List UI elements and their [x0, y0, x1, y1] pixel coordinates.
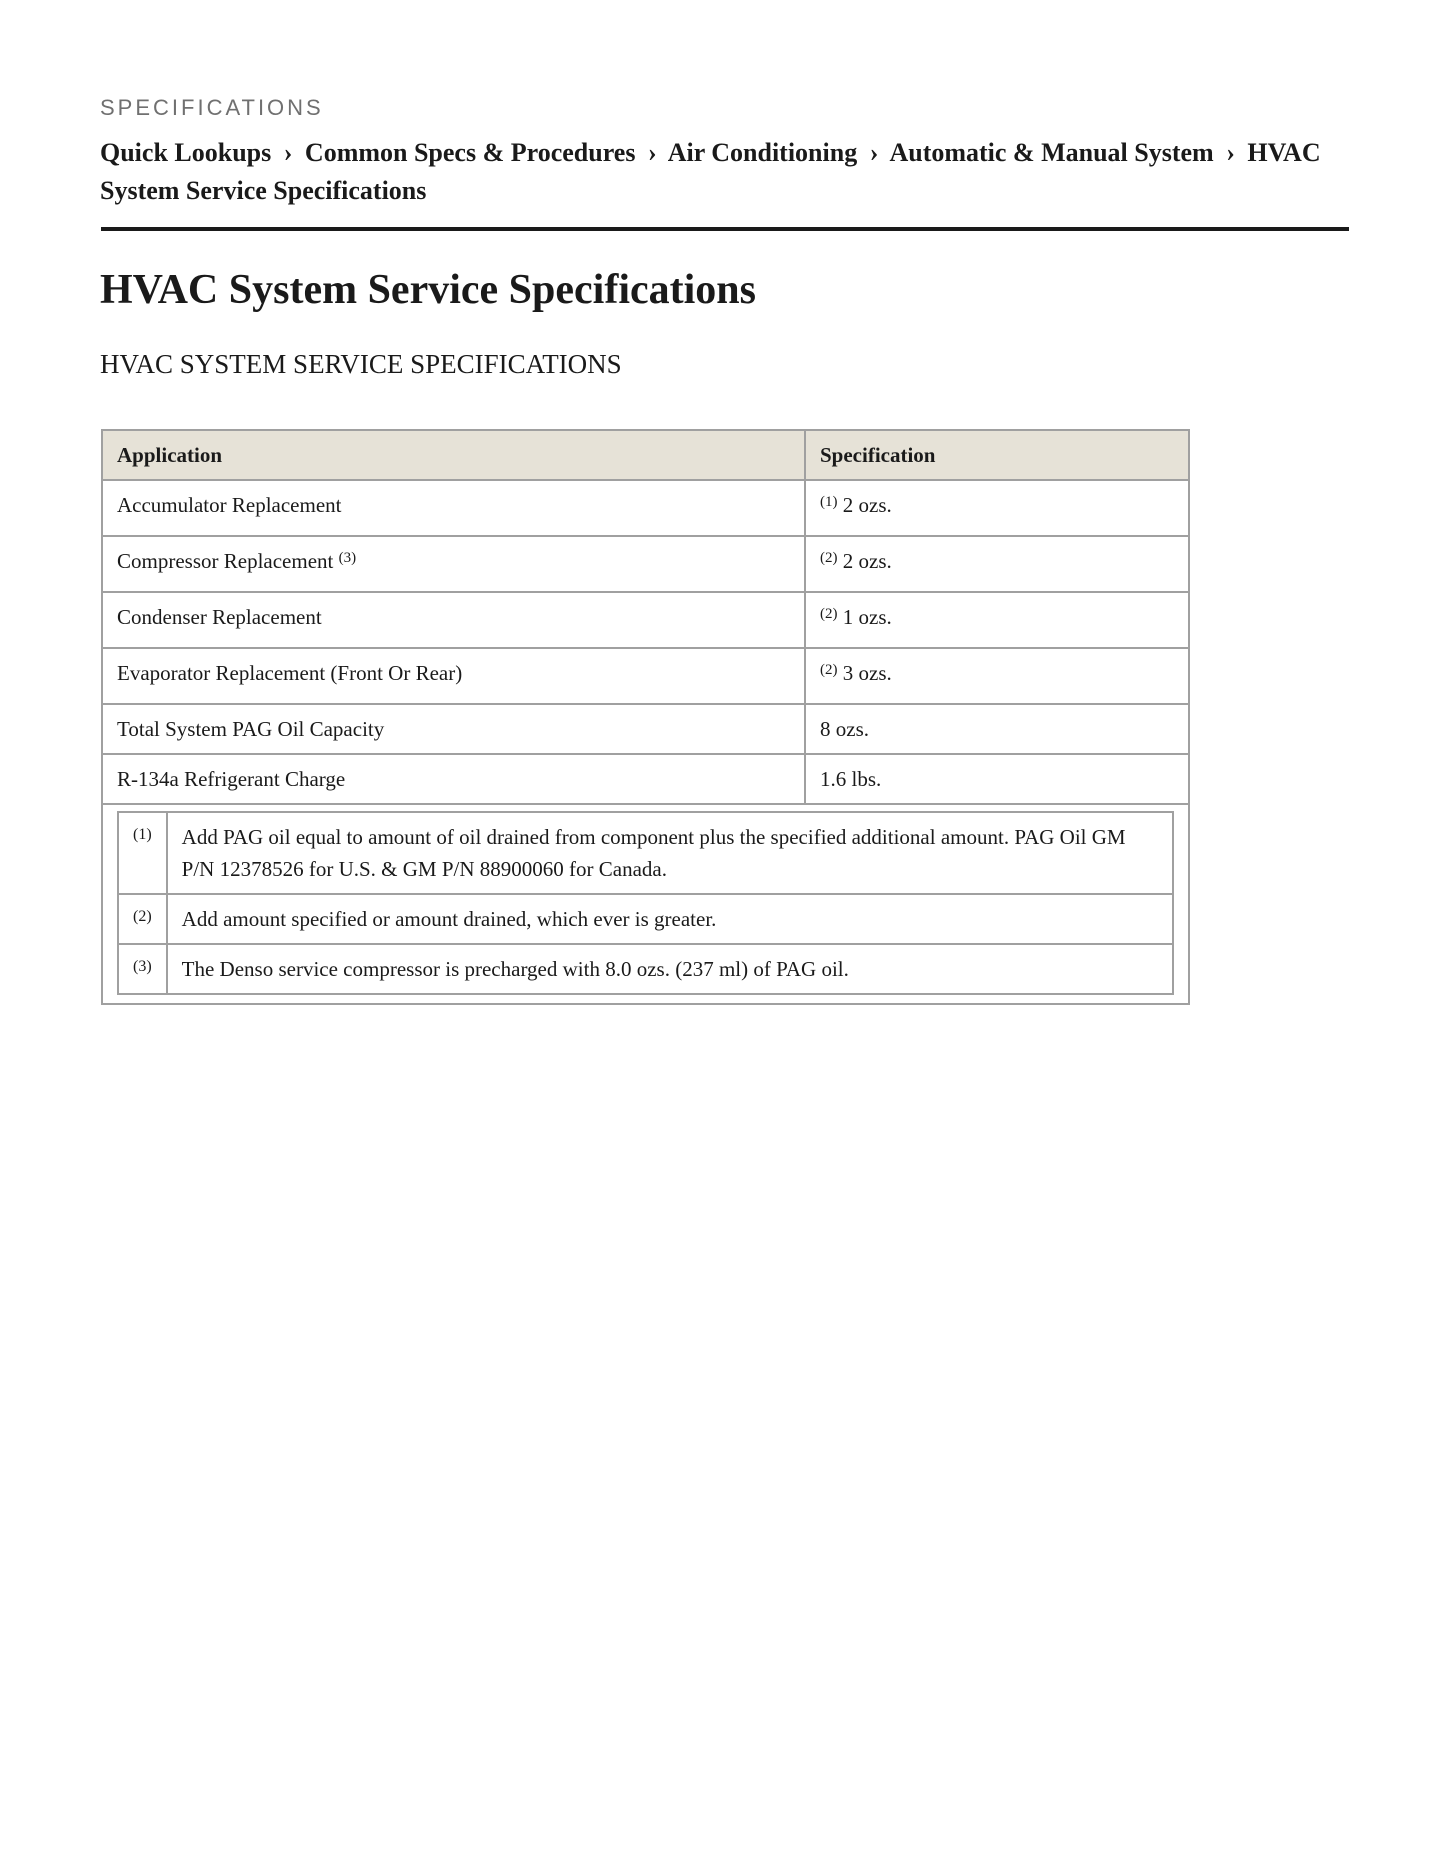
breadcrumb-common-specs[interactable]: Common Specs & Procedures: [304, 138, 636, 167]
specification-value: 8 ozs.: [820, 717, 869, 741]
table-header-row: [102, 430, 1189, 480]
breadcrumb-automatic-manual-system[interactable]: Automatic & Manual System: [889, 138, 1214, 167]
footnote-ref: (2): [820, 606, 838, 622]
table-row: [102, 480, 1189, 536]
specification-value: 1 ozs.: [842, 605, 892, 629]
breadcrumb-separator: ›: [647, 138, 657, 167]
footnote-ref: (2): [820, 662, 838, 678]
page-title: HVAC System Service Specifications: [100, 267, 756, 313]
specifications-table: [101, 429, 1190, 1005]
application-cell: [102, 536, 805, 592]
breadcrumb-separator: ›: [1226, 138, 1235, 167]
footnote-row: [118, 812, 1173, 894]
specification-cell: [805, 480, 1189, 536]
application-text: Evaporator Replacement (Front Or Rear): [117, 661, 463, 685]
footnote-number: (2): [118, 894, 167, 944]
footnote-ref: (2): [820, 550, 838, 566]
specification-cell: [805, 754, 1189, 804]
application-text: Condenser Replacement: [117, 605, 322, 629]
application-text: Compressor Replacement: [117, 549, 334, 573]
footnotes-row: [102, 804, 1189, 1004]
footnotes-table: [117, 811, 1174, 995]
specification-value: 2 ozs.: [842, 493, 892, 517]
footnote-text: The Denso service compressor is precharged with 8.0 ozs. (237 ml) of PAG oil.: [167, 944, 1173, 994]
header-divider: [101, 227, 1349, 231]
column-header-specification: Specification: [805, 430, 1189, 480]
specification-value: 2 ozs.: [842, 549, 892, 573]
footnote-number: (3): [118, 944, 167, 994]
footnotes-cell: [102, 804, 1189, 1004]
application-cell: [102, 704, 805, 754]
specification-cell: [805, 704, 1189, 754]
column-header-application: Application: [102, 430, 805, 480]
breadcrumb: [100, 134, 1348, 210]
table-row: [102, 648, 1189, 704]
breadcrumb-separator: ›: [869, 138, 879, 167]
footnote-text: Add PAG oil equal to amount of oil drained from component plus the specified additional amount. PAG Oil GM P/N 12378526 for U.S. & GM P/N 88900060 for Canada.: [167, 812, 1173, 894]
specification-cell: [805, 536, 1189, 592]
table-row: [102, 536, 1189, 592]
breadcrumb-quick-lookups[interactable]: Quick Lookups: [100, 138, 272, 167]
application-cell: [102, 592, 805, 648]
specification-value: 1.6 lbs.: [820, 767, 882, 791]
footnote-row: [118, 944, 1173, 994]
breadcrumb-current-page: HVAC System Service Specifications: [100, 138, 1321, 205]
application-cell: [102, 480, 805, 536]
table-row: [102, 754, 1189, 804]
application-text: Total System PAG Oil Capacity: [117, 717, 385, 741]
table-row: [102, 704, 1189, 754]
footnote-ref: (1): [820, 494, 838, 510]
table-row: [102, 592, 1189, 648]
section-label: SPECIFICATIONS: [100, 95, 324, 120]
application-text: Accumulator Replacement: [117, 493, 342, 517]
specification-cell: [805, 648, 1189, 704]
specification-value: 3 ozs.: [842, 661, 892, 685]
application-cell: [102, 754, 805, 804]
table-caption: HVAC SYSTEM SERVICE SPECIFICATIONS: [100, 349, 622, 379]
breadcrumb-separator: ›: [283, 138, 293, 167]
breadcrumb-air-conditioning[interactable]: Air Conditioning: [667, 138, 858, 167]
footnote-ref: (3): [338, 550, 357, 566]
application-cell: [102, 648, 805, 704]
application-text: R-134a Refrigerant Charge: [117, 767, 346, 791]
specification-cell: [805, 592, 1189, 648]
footnote-row: [118, 894, 1173, 944]
footnote-number: (1): [118, 812, 167, 894]
footnote-text: Add amount specified or amount drained, which ever is greater.: [167, 894, 1173, 944]
